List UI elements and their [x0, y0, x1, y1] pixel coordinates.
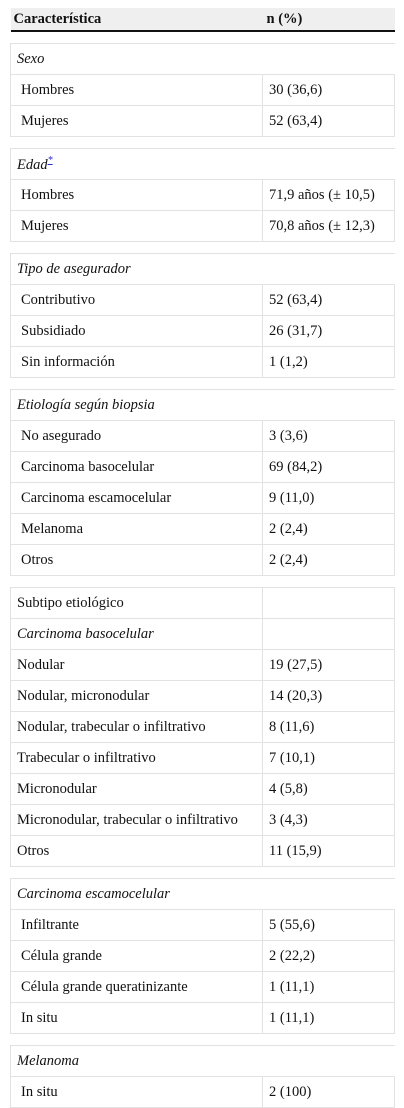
- table-row: [11, 347, 395, 378]
- table-row: [11, 743, 395, 774]
- table-row: [11, 910, 395, 941]
- section-label: Etiología según biopsia: [11, 390, 395, 421]
- table-row: [11, 1077, 395, 1108]
- row-label: Carcinoma basocelular: [11, 452, 263, 483]
- section-basocelular: [11, 619, 395, 650]
- row-label: No asegurado: [11, 421, 263, 452]
- section-label: Carcinoma escamocelular: [11, 879, 395, 910]
- characteristics-table: [10, 8, 395, 1108]
- section-escamocelular: [11, 879, 395, 910]
- section-label: Carcinoma basocelular: [11, 619, 263, 650]
- row-value: 5 (55,6): [263, 910, 395, 941]
- row-value: 70,8 años (± 12,3): [263, 211, 395, 242]
- table-row: [11, 1003, 395, 1034]
- table-row: [11, 681, 395, 712]
- row-value: 3 (3,6): [263, 421, 395, 452]
- table-row: [11, 941, 395, 972]
- table-row: [11, 421, 395, 452]
- row-label: In situ: [11, 1077, 263, 1108]
- section-subtipo: [11, 588, 395, 619]
- table-row: [11, 180, 395, 211]
- row-value: 1 (1,2): [263, 347, 395, 378]
- footnote-link[interactable]: *: [47, 154, 53, 166]
- row-value: 52 (63,4): [263, 106, 395, 137]
- row-label: Mujeres: [11, 106, 263, 137]
- table-row: [11, 514, 395, 545]
- row-value: 2 (22,2): [263, 941, 395, 972]
- row-label: Otros: [11, 545, 263, 576]
- section-asegurador: [11, 254, 395, 285]
- row-value: 7 (10,1): [263, 743, 395, 774]
- header-characteristic: Característica: [11, 8, 263, 31]
- row-value: 30 (36,6): [263, 75, 395, 106]
- table-row: [11, 774, 395, 805]
- row-label: Mujeres: [11, 211, 263, 242]
- section-sexo: [11, 44, 395, 75]
- row-value: 8 (11,6): [263, 712, 395, 743]
- table-row: [11, 316, 395, 347]
- table-row: [11, 545, 395, 576]
- row-value: 1 (11,1): [263, 972, 395, 1003]
- row-value: 71,9 años (± 10,5): [263, 180, 395, 211]
- row-label: Infiltrante: [11, 910, 263, 941]
- section-edad: [11, 149, 395, 180]
- row-value: 14 (20,3): [263, 681, 395, 712]
- row-value: 9 (11,0): [263, 483, 395, 514]
- row-value: 3 (4,3): [263, 805, 395, 836]
- row-value: 4 (5,8): [263, 774, 395, 805]
- row-label: Otros: [11, 836, 263, 867]
- table-row: [11, 972, 395, 1003]
- row-label: Melanoma: [11, 514, 263, 545]
- section-label: Tipo de asegurador: [11, 254, 395, 285]
- row-value: 11 (15,9): [263, 836, 395, 867]
- row-label: Nodular, micronodular: [11, 681, 263, 712]
- table-row: [11, 452, 395, 483]
- row-label: Micronodular, trabecular o infiltrativo: [11, 805, 263, 836]
- row-value: 26 (31,7): [263, 316, 395, 347]
- row-label: Célula grande: [11, 941, 263, 972]
- table-row: [11, 805, 395, 836]
- row-value: 1 (11,1): [263, 1003, 395, 1034]
- section-label: Edad: [17, 156, 48, 173]
- row-label: Micronodular: [11, 774, 263, 805]
- row-label: Carcinoma escamocelular: [11, 483, 263, 514]
- section-label: Melanoma: [11, 1046, 395, 1077]
- table-row: [11, 483, 395, 514]
- row-value: 69 (84,2): [263, 452, 395, 483]
- row-value: 52 (63,4): [263, 285, 395, 316]
- header-n-percent: n (%): [263, 8, 395, 31]
- row-label: Nodular: [11, 650, 263, 681]
- table-row: [11, 650, 395, 681]
- table-row: [11, 75, 395, 106]
- section-etiologia: [11, 390, 395, 421]
- row-value: 2 (2,4): [263, 545, 395, 576]
- row-label: Célula grande queratinizante: [11, 972, 263, 1003]
- section-label: Sexo: [11, 44, 395, 75]
- section-melanoma: [11, 1046, 395, 1077]
- table-row: [11, 211, 395, 242]
- table-row: [11, 106, 395, 137]
- table-header-row: [11, 8, 395, 31]
- row-label: Hombres: [11, 180, 263, 211]
- row-label: In situ: [11, 1003, 263, 1034]
- row-label: Subsidiado: [11, 316, 263, 347]
- row-label: Hombres: [11, 75, 263, 106]
- row-label: Contributivo: [11, 285, 263, 316]
- row-value: 2 (2,4): [263, 514, 395, 545]
- table-row: [11, 712, 395, 743]
- row-label: Trabecular o infiltrativo: [11, 743, 263, 774]
- section-label: Subtipo etiológico: [11, 588, 263, 619]
- table-row: [11, 285, 395, 316]
- table-row: [11, 836, 395, 867]
- row-value: 2 (100): [263, 1077, 395, 1108]
- row-label: Nodular, trabecular o infiltrativo: [11, 712, 263, 743]
- row-label: Sin información: [11, 347, 263, 378]
- row-value: 19 (27,5): [263, 650, 395, 681]
